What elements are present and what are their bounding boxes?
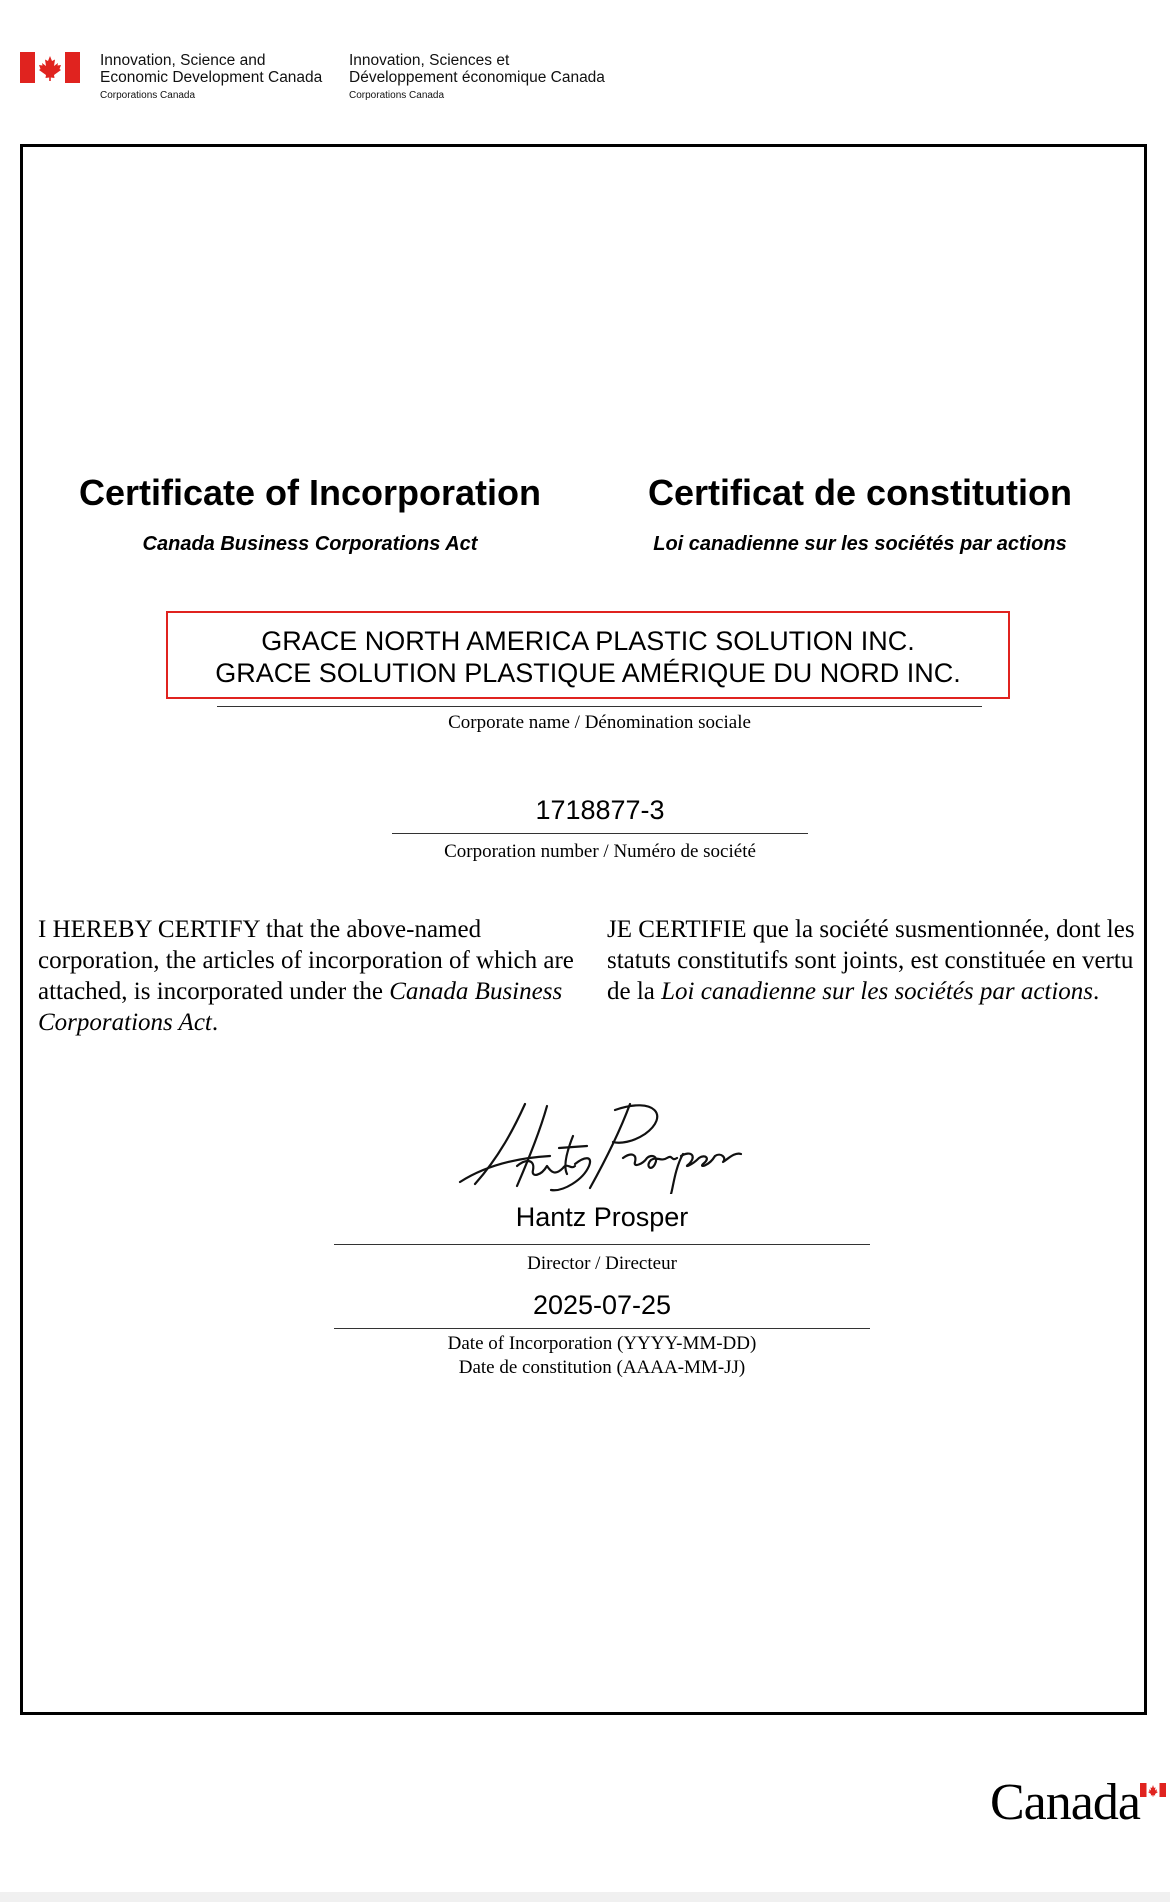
certification-text-en bbox=[38, 914, 588, 1038]
department-name-fr-line2: Développement économique Canada bbox=[349, 69, 605, 86]
department-sub-fr: Corporations Canada bbox=[349, 90, 445, 101]
incorporation-date-rule bbox=[334, 1328, 870, 1329]
certification-text-fr-body: JE CERTIFIE que la société susmentionnée, dont les statuts constitutifs sont joints, est constituée en vertu de la bbox=[607, 916, 1135, 1005]
corporate-name-rule bbox=[217, 706, 982, 707]
certification-text-fr-end: . bbox=[1093, 978, 1100, 1005]
canada-flag-icon bbox=[20, 52, 80, 83]
corporation-number-label: Corporation number / Numéro de société bbox=[444, 841, 756, 862]
signer-title-label: Director / Directeur bbox=[527, 1253, 677, 1274]
page-bottom-strip bbox=[0, 1892, 1170, 1902]
corporate-name-en: GRACE NORTH AMERICA PLASTIC SOLUTION INC. bbox=[261, 626, 915, 656]
certification-act-en: Canada Business Corporations Act bbox=[38, 978, 563, 1036]
corporate-name-fr: GRACE SOLUTION PLASTIQUE AMÉRIQUE DU NORD INC. bbox=[215, 658, 961, 688]
department-name-english bbox=[100, 52, 340, 102]
incorporation-date: 2025-07-25 bbox=[532, 1290, 672, 1320]
corporate-name-box bbox=[166, 611, 1010, 699]
certification-text-en-body: I HEREBY CERTIFY that the above-named corporation, the articles of incorporation of which are attached, is incorporated under the bbox=[38, 916, 574, 1005]
corporate-name-label: Corporate name / Dénomination sociale bbox=[448, 712, 751, 733]
certification-text-en-end: . bbox=[211, 1009, 219, 1036]
canada-wordmark-text: Canada bbox=[990, 1774, 1140, 1831]
department-sub-en: Corporations Canada bbox=[100, 90, 196, 101]
act-name-fr: Loi canadienne sur les sociétés par actions bbox=[653, 533, 1067, 555]
certificate-title-fr: Certificat de constitution bbox=[647, 472, 1073, 513]
department-name-fr-line1: Innovation, Sciences et bbox=[349, 52, 510, 69]
department-name-en-line2: Economic Development Canada bbox=[100, 69, 323, 86]
certificate-title-en: Certificate of Incorporation bbox=[78, 472, 542, 513]
signer-name: Hantz Prosper bbox=[515, 1202, 689, 1232]
certification-act-fr: Loi canadienne sur les sociétés par actions bbox=[661, 978, 1094, 1005]
date-label-fr: Date de constitution (AAAA-MM-JJ) bbox=[458, 1357, 746, 1378]
signature-image bbox=[455, 1096, 745, 1194]
department-name-french bbox=[349, 52, 629, 102]
date-label-en: Date of Incorporation (YYYY-MM-DD) bbox=[447, 1333, 757, 1354]
corporation-number: 1718877-3 bbox=[535, 795, 665, 825]
corporation-number-rule bbox=[392, 833, 808, 834]
department-name-en-line1: Innovation, Science and bbox=[100, 52, 266, 69]
canada-wordmark-flag-icon bbox=[1140, 1783, 1166, 1797]
act-name-en: Canada Business Corporations Act bbox=[142, 533, 478, 555]
certification-text-fr bbox=[607, 914, 1147, 1007]
signer-rule bbox=[334, 1244, 870, 1245]
